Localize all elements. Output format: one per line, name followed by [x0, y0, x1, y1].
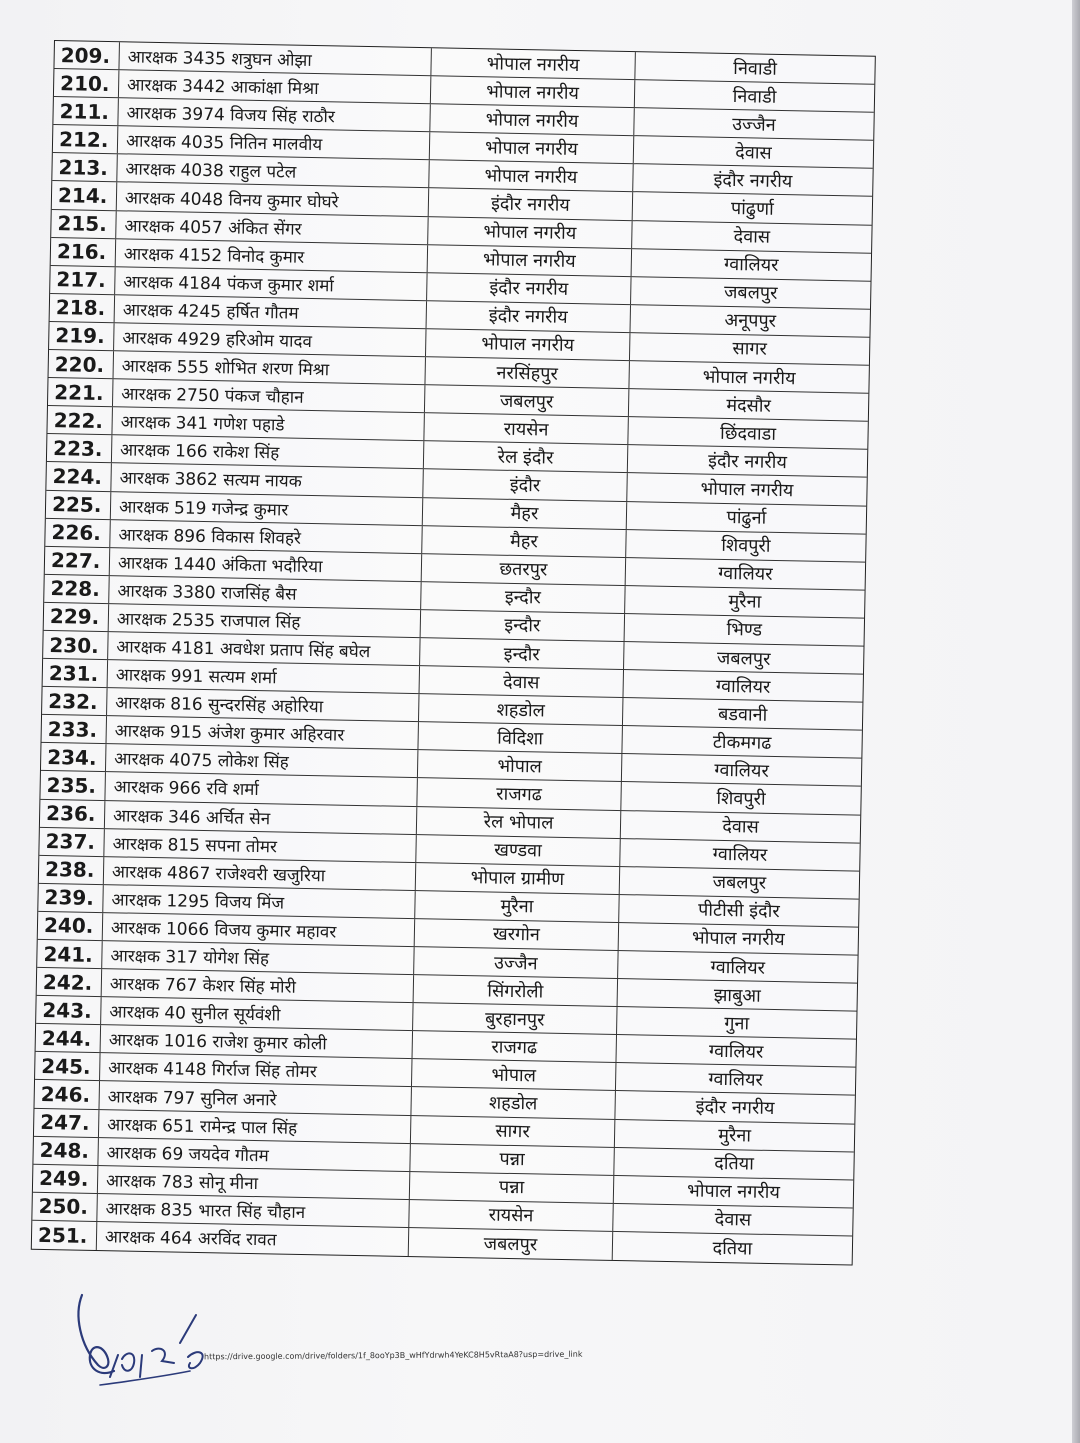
employee-name-cell: आरक्षक 835 भारत सिंह चौहान [97, 1194, 409, 1227]
serial-number-cell: 239. [38, 884, 104, 912]
current-posting-cell: भोपाल नगरीय [428, 245, 632, 276]
current-posting-cell: रेल भोपाल [417, 807, 621, 838]
current-posting-cell: विदिशा [418, 722, 622, 753]
current-posting-cell: भोपाल ग्रामीण [416, 863, 620, 894]
employee-name-cell: आरक्षक 4152 विनोद कुमार [116, 239, 428, 272]
employee-name-cell: आरक्षक 3380 राजसिंह बैस [109, 576, 421, 609]
transfer-posting-cell: देवास [722, 816, 759, 838]
footer-drive-link[interactable]: https://drive.google.com/drive/folders/1f_8ooYp3B_wHfYdrwh4YeKC8H5vRtaA8?usp=drive_link [203, 1349, 583, 1362]
transfer-posting-cell: झाबुआ [713, 984, 761, 1007]
serial-number-cell: 223. [47, 434, 113, 462]
current-posting-cell: बुरहानपुर [413, 1003, 617, 1034]
transfer-posting-cell: भोपाल नगरीय [686, 1180, 781, 1204]
current-posting-cell: राजगढ [417, 779, 621, 810]
current-posting-cell: रेल इंदौर [424, 441, 628, 472]
current-posting-cell: भोपाल [418, 750, 622, 781]
current-posting-cell: राजगढ [413, 1031, 617, 1062]
employee-name-cell: आरक्षक 767 केशर सिंह मोरी [102, 969, 414, 1002]
employee-name-cell: आरक्षक 4035 नितिन मालवीय [118, 127, 430, 160]
employee-name-cell: आरक्षक 1295 विजय मिंज [103, 885, 415, 918]
transfer-posting-cell: इंदौर नगरीय [707, 450, 788, 474]
transfer-posting-cell: पांढुर्णा [730, 198, 774, 220]
current-posting-cell: भोपाल नगरीय [428, 217, 632, 248]
serial-number-cell: 218. [50, 294, 116, 322]
transfer-posting-cell: दतिया [714, 1153, 755, 1175]
transfer-posting-cell: ग्वालियर [712, 843, 768, 867]
transfer-posting-cell: बडवानी [717, 703, 768, 726]
transfer-posting-cell: टीकमगढ [712, 731, 772, 754]
serial-number-cell: 221. [48, 378, 114, 406]
current-posting-cell: सागर [411, 1116, 615, 1147]
current-posting-cell: नरसिंहपुर [425, 357, 629, 388]
employee-name-cell: आरक्षक 991 सत्यम शर्मा [108, 660, 420, 693]
serial-number-cell: 217. [50, 266, 116, 294]
serial-number-cell: 235. [40, 771, 106, 799]
transfer-posting-cell: ग्वालियर [708, 1040, 764, 1063]
employee-name-cell: आरक्षक 519 गजेन्द्र कुमार [111, 492, 423, 525]
current-posting-cell: जबलपुर [409, 1228, 614, 1260]
transfer-posting-cell: ग्वालियर [723, 254, 779, 277]
serial-number-cell: 243. [36, 996, 102, 1024]
serial-number-cell: 240. [38, 912, 104, 940]
transfer-posting-cell: इंदौर नगरीय [695, 1096, 775, 1120]
employee-name-cell: आरक्षक 2535 राजपाल सिंह [109, 604, 421, 637]
employee-name-cell: आरक्षक 69 जयदेव गौतम [98, 1138, 410, 1171]
serial-number-cell: 238. [39, 856, 105, 884]
employee-name-cell: आरक्षक 3974 विजय सिंह राठौर [118, 98, 430, 131]
transfer-posting-cell: छिंदवाडा [719, 422, 777, 445]
transfer-posting-cell: निवाडी [733, 57, 778, 80]
employee-name-cell: आरक्षक 40 सुनील सूर्यवंशी [101, 997, 413, 1030]
serial-number-cell: 236. [40, 799, 106, 827]
current-posting-cell: भोपाल नगरीय [431, 48, 635, 79]
transfer-posting-cell: शिवपुरी [716, 787, 766, 810]
serial-number-cell: 247. [34, 1108, 100, 1136]
employee-name-cell: आरक्षक 4184 पंकज कुमार शर्मा [115, 267, 427, 300]
employee-name-cell: आरक्षक 2750 पंकज चौहान [113, 379, 425, 412]
current-posting-cell: सिंगरोली [414, 975, 618, 1006]
serial-number-cell: 245. [35, 1052, 101, 1080]
employee-name-cell: आरक्षक 1016 राजेश कुमार कोली [101, 1025, 413, 1058]
transfer-posting-cell: ग्वालियर [710, 956, 766, 979]
serial-number-cell: 248. [33, 1136, 99, 1164]
serial-number-cell: 249. [33, 1165, 99, 1193]
employee-name-cell: आरक्षक 783 सोनू मीना [98, 1166, 410, 1199]
employee-name-cell: आरक्षक 4245 हर्षित गौतम [115, 295, 427, 328]
current-posting-cell: भोपाल नगरीय [426, 329, 630, 360]
employee-name-cell: आरक्षक 346 अर्चित सेन [105, 801, 417, 834]
current-posting-cell: इन्दौर [421, 582, 625, 613]
transfer-posting-cell: जबलपुर [723, 282, 778, 305]
current-posting-cell: भोपाल नगरीय [430, 133, 634, 164]
serial-number-cell: 244. [36, 1024, 102, 1052]
employee-name-cell: आरक्षक 4075 लोकेश सिंह [106, 744, 418, 777]
serial-number-cell: 210. [54, 69, 120, 97]
employee-name-cell: आरक्षक 4181 अवधेश प्रताप सिंह बघेल [108, 632, 420, 665]
transfer-posting-cell: भिण्ड [726, 619, 763, 642]
page-edge-shadow [1072, 0, 1080, 1443]
employee-name-cell: आरक्षक 4867 राजेश्वरी खजुरिया [104, 857, 416, 890]
transfer-posting-cell: देवास [714, 1209, 752, 1231]
transfer-posting-cell: मुरैना [728, 591, 762, 614]
current-posting-cell: खण्डवा [416, 835, 620, 866]
current-posting-cell: इन्दौर [420, 638, 624, 669]
transfer-posting-cell: ग्वालियर [715, 675, 771, 698]
handwritten-signature [70, 1285, 220, 1395]
serial-number-cell: 214. [52, 181, 118, 209]
serial-number-cell: 250. [32, 1193, 98, 1221]
current-posting-cell: इंदौर [423, 470, 627, 501]
employee-name-cell: आरक्षक 896 विकास शिवहरे [110, 520, 422, 553]
transfer-posting-cell: ग्वालियर [714, 759, 769, 782]
transfer-posting-cell: जबलपुर [716, 647, 771, 670]
transfer-posting-cell: ग्वालियर [717, 563, 773, 586]
current-posting-cell: शहडोल [419, 694, 623, 725]
transfer-posting-cell: पीटीसी इंदौर [697, 899, 780, 923]
transfer-posting-cell: निवाडी [732, 85, 777, 108]
employee-name-cell: आरक्षक 651 रामेन्द्र पाल सिंह [99, 1110, 411, 1143]
employee-name-cell: आरक्षक 4057 अंकित सेंगर [116, 211, 428, 244]
serial-number-cell: 226. [45, 519, 111, 547]
employee-name-cell: आरक्षक 3435 शत्रुघन ओझा [119, 42, 431, 75]
employee-name-cell: आरक्षक 966 रवि शर्मा [105, 773, 417, 806]
current-posting-cell: इंदौर नगरीय [429, 189, 633, 220]
transfer-posting-cell: मंदसौर [726, 394, 772, 417]
employee-name-cell: आरक्षक 915 अंजेश कुमार अहिरवार [107, 716, 419, 749]
serial-number-cell: 220. [49, 350, 115, 378]
current-posting-cell: उज्जैन [414, 947, 618, 978]
transfer-posting-cell: सागर [732, 338, 768, 361]
current-posting-cell: भोपाल नगरीय [429, 161, 633, 192]
current-posting-cell: छतरपुर [422, 554, 626, 585]
serial-number-cell: 212. [53, 125, 119, 153]
employee-name-cell: आरक्षक 3862 सत्यम नायक [111, 464, 423, 497]
employee-name-cell: आरक्षक 166 राकेश सिंह [112, 436, 424, 469]
serial-number-cell: 215. [51, 210, 117, 238]
serial-number-cell: 232. [42, 687, 108, 715]
transfer-posting-cell: ग्वालियर [708, 1068, 764, 1091]
serial-number-cell: 229. [44, 603, 110, 631]
employee-name-cell: आरक्षक 464 अरविंद रावत [97, 1222, 409, 1256]
current-posting-cell: जबलपुर [425, 385, 629, 416]
employee-name-cell: आरक्षक 797 सुनिल अनारे [99, 1082, 411, 1115]
serial-number-cell: 233. [42, 715, 108, 743]
current-posting-cell: मुरैना [415, 891, 619, 922]
transfer-posting-cell: गुना [724, 1012, 750, 1035]
serial-number-cell: 216. [51, 238, 117, 266]
current-posting-cell: देवास [420, 666, 624, 697]
current-posting-cell: भोपाल नगरीय [431, 76, 635, 107]
transfer-posting-cell: उज्जैन [732, 113, 776, 136]
serial-number-cell: 209. [54, 41, 120, 69]
current-posting-cell: इंदौर नगरीय [427, 301, 631, 332]
serial-number-cell: 224. [46, 462, 112, 490]
serial-number-cell: 213. [52, 153, 118, 181]
serial-number-cell: 225. [46, 490, 112, 518]
serial-number-cell: 222. [47, 406, 113, 434]
employee-name-cell: आरक्षक 4929 हरिओम यादव [114, 323, 426, 356]
transfer-posting-cell: इंदौर नगरीय [713, 169, 793, 193]
transfer-posting-cell: भोपाल नगरीय [702, 366, 796, 389]
employee-name-cell: आरक्षक 3442 आकांक्षा मिश्रा [119, 70, 431, 103]
serial-number-cell: 234. [41, 743, 107, 771]
serial-number-cell: 242. [37, 968, 103, 996]
current-posting-cell: मैहर [423, 498, 627, 529]
serial-number-cell: 251. [32, 1221, 98, 1250]
transfer-posting-cell: मुरैना [717, 1125, 752, 1147]
serial-number-cell: 219. [49, 322, 115, 350]
employee-name-cell: आरक्षक 4048 विनय कुमार घोघरे [117, 183, 429, 216]
serial-number-cell: 246. [35, 1080, 101, 1108]
transfer-posting-cell: दतिया [712, 1237, 753, 1260]
serial-number-cell: 230. [43, 631, 109, 659]
current-posting-cell: रायसेन [409, 1200, 613, 1231]
serial-number-cell: 228. [44, 575, 110, 603]
transfer-posting-cell: देवास [733, 226, 771, 248]
transfer-posting-cell: जबलपुर [712, 872, 767, 895]
serial-number-cell: 231. [43, 659, 109, 687]
serial-number-cell: 237. [39, 827, 105, 855]
employee-name-cell: आरक्षक 816 सुन्दरसिंह अहोरिया [107, 688, 419, 721]
serial-number-cell: 241. [37, 940, 103, 968]
employee-name-cell: आरक्षक 341 गणेश पहाडे [112, 407, 424, 440]
employee-name-cell: आरक्षक 1066 विजय कुमार महावर [103, 913, 415, 946]
employee-name-cell: आरक्षक 4148 गिर्राज सिंह तोमर [100, 1053, 412, 1086]
employee-name-cell: आरक्षक 4038 राहुल पटेल [117, 155, 429, 188]
employee-name-cell: आरक्षक 1440 अंकिता भदौरिया [110, 548, 422, 581]
current-posting-cell: रायसेन [424, 413, 628, 444]
transfer-posting-cell: देवास [735, 141, 772, 164]
current-posting-cell: खरगोन [415, 919, 619, 950]
employee-name-cell: आरक्षक 555 शोभित शरण मिश्रा [114, 351, 426, 384]
current-posting-cell: इंदौर नगरीय [427, 273, 631, 304]
employee-name-cell: आरक्षक 317 योगेश सिंह [102, 941, 414, 974]
employee-name-cell: आरक्षक 815 सपना तोमर [104, 829, 416, 862]
serial-number-cell: 227. [45, 547, 111, 575]
transfer-posting-cell: भोपाल नगरीय [700, 478, 794, 502]
current-posting-cell: शहडोल [411, 1088, 615, 1119]
current-posting-cell: पन्ना [410, 1144, 614, 1175]
transfer-list-table [31, 40, 876, 1266]
transfer-posting-cell: भोपाल नगरीय [691, 927, 785, 951]
transfer-posting-cell: पांढुर्ना [726, 507, 767, 529]
transfer-posting-cell: शिवपुरी [721, 535, 771, 557]
current-posting-cell: भोपाल नगरीय [430, 104, 634, 135]
current-posting-cell: भोपाल [412, 1059, 616, 1090]
current-posting-cell: मैहर [422, 526, 626, 557]
transfer-posting-cell: अनूपपुर [724, 310, 777, 333]
current-posting-cell: पन्ना [410, 1172, 614, 1203]
current-posting-cell: इन्दौर [421, 610, 625, 641]
serial-number-cell: 211. [53, 97, 119, 125]
